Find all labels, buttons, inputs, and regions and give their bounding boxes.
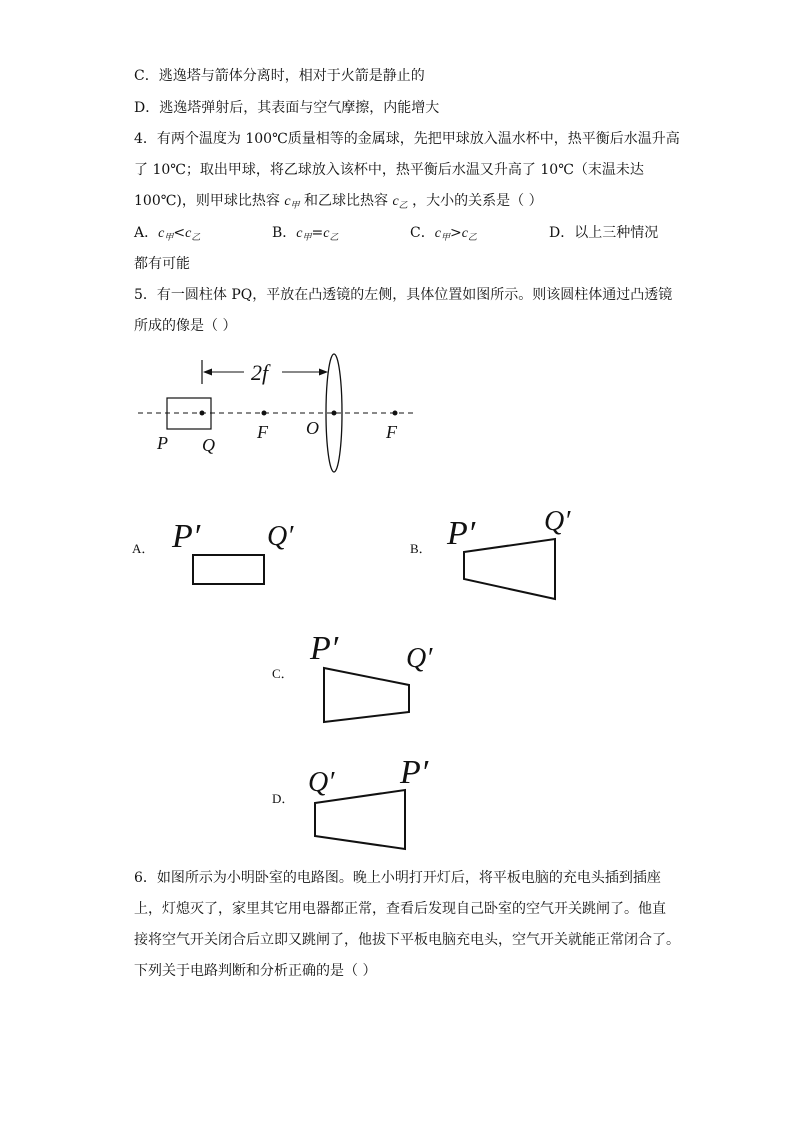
q6-stem-line3: 接将空气开关闭合后立即又跳闸了，他拔下平板电脑充电头，空气开关就能正常闭合了。 <box>134 932 680 948</box>
relation: < <box>173 225 186 241</box>
option-label: B． <box>272 225 297 241</box>
option-a-p-prime: P′ <box>172 518 201 555</box>
sub-jia: 甲 <box>302 233 312 243</box>
sub-jia: 甲 <box>440 233 450 243</box>
q3-option-d: D．逃逸塔弹射后，其表面与空气摩擦，内能增大 <box>134 100 440 116</box>
q4-stem-line1: 4．有两个温度为 100℃质量相等的金属球，先把甲球放入温水杯中，热平衡后水温升高 <box>134 131 680 147</box>
option-c-image <box>324 668 409 722</box>
q6-stem-line4: 下列关于电路判断和分析正确的是（ ） <box>134 963 377 979</box>
sub-yi: 乙 <box>191 233 201 243</box>
relation: > <box>449 225 462 241</box>
option-b-q-prime: Q′ <box>544 506 571 537</box>
q4-option-d: D．以上三种情况 <box>549 225 659 241</box>
option-b-label: B． <box>410 541 432 556</box>
q4-option-d-continued: 都有可能 <box>134 256 190 272</box>
q4-stem-line2: 了 10℃；取出甲球，将乙球放入该杯中，热平衡后水温又升高了 10℃（末温未达 <box>134 162 644 178</box>
q4-line3-pre: 100℃)，则甲球比热容 <box>134 193 280 209</box>
option-a-q-prime: Q′ <box>267 521 294 552</box>
sub-yi: 乙 <box>398 201 408 211</box>
q3-option-c: C．逃逸塔与箭体分离时，相对于火箭是静止的 <box>134 68 425 84</box>
label-q: Q <box>202 435 215 455</box>
relation: = <box>311 225 324 241</box>
option-a-label: A． <box>132 541 155 556</box>
sub-yi: 乙 <box>329 233 339 243</box>
option-label: A． <box>134 225 159 241</box>
option-a-image <box>193 555 264 584</box>
q4-line3-post: ，大小的关系是（ ） <box>412 193 543 209</box>
q5-stem-line1: 5．有一圆柱体 PQ，平放在凸透镜的左侧，具体位置如图所示。则该圆柱体通过凸透镜 <box>134 287 673 303</box>
label-p: P <box>157 433 168 453</box>
option-c-label: C． <box>272 666 294 681</box>
option-d-p-prime: P′ <box>400 754 429 791</box>
sub-yi: 乙 <box>467 233 477 243</box>
option-label: C． <box>410 225 435 241</box>
c-symbol: c <box>284 194 291 209</box>
c-symbol: c <box>296 226 303 241</box>
option-b-image <box>464 539 555 599</box>
c-symbol: c <box>158 226 165 241</box>
option-d-image <box>315 790 405 849</box>
q6-stem-line2: 上，灯熄灭了，家里其它用电器都正常，查看后发现自己卧室的空气开关跳闸了。他直 <box>134 901 666 917</box>
option-c-q-prime: Q′ <box>406 643 433 674</box>
q4-line3-mid: 和乙球比热容 <box>304 193 388 209</box>
c-symbol: c <box>185 226 192 241</box>
label-f-left: F <box>257 422 268 442</box>
option-d-label: D． <box>272 791 295 806</box>
option-c-p-prime: P′ <box>310 630 339 667</box>
q6-stem-line1: 6．如图所示为小明卧室的电路图。晚上小明打开灯后，将平板电脑的充电头插到插座 <box>134 870 661 886</box>
distance-label: 2f <box>251 360 269 385</box>
q5-stem-line2: 所成的像是（ ） <box>134 318 237 334</box>
option-d-q-prime: Q′ <box>308 767 335 798</box>
c-symbol: c <box>434 226 441 241</box>
label-f-right: F <box>386 422 397 442</box>
label-o: O <box>306 418 319 438</box>
c-symbol: c <box>323 226 330 241</box>
c-symbol: c <box>461 226 468 241</box>
sub-jia: 甲 <box>290 201 300 211</box>
option-b-p-prime: P′ <box>447 515 476 552</box>
sub-jia: 甲 <box>164 233 174 243</box>
c-symbol: c <box>392 194 399 209</box>
